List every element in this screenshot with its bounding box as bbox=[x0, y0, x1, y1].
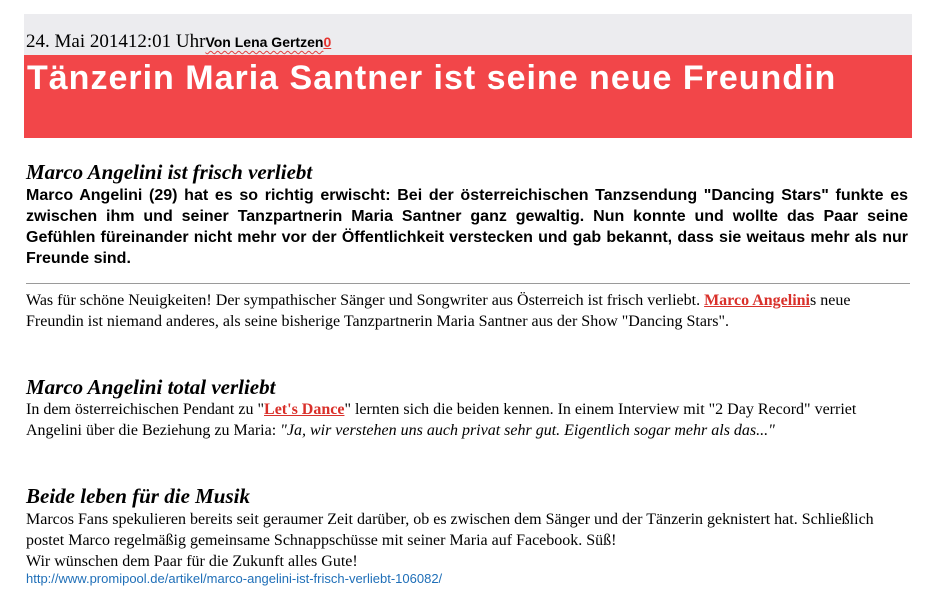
paragraph-2-text-b: " lernten sich die beiden kennen. In einem Interview mit "2 Day Record" verriet Angelini über die Beziehung zu Maria: bbox=[26, 401, 857, 439]
interview-quote: "Ja, wir verstehen uns auch privat sehr gut. Eigentlich sogar mehr als das..." bbox=[280, 422, 775, 439]
time-suffix: Uhr bbox=[175, 31, 206, 52]
paragraph-3 bbox=[26, 509, 908, 572]
author-byline: Von Lena Gertzen bbox=[205, 34, 324, 50]
paragraph-2-text-a: In dem österreichischen Pendant zu " bbox=[26, 401, 265, 418]
lets-dance-link[interactable]: Let's Dance bbox=[264, 401, 345, 418]
section-heading-1: Marco Angelini ist frisch verliebt bbox=[26, 160, 313, 184]
paragraph-1-text-b: s neue Freundin ist niemand anderes, als seine bisherige Tanzpartnerin Maria Santner aus der Show "Dancing Stars". bbox=[26, 292, 851, 330]
article-headline: Tänzerin Maria Santner ist seine neue Freundin bbox=[27, 59, 837, 97]
section-heading-3: Beide leben für die Musik bbox=[26, 484, 250, 508]
paragraph-1 bbox=[26, 290, 908, 332]
publish-date: 24. Mai 2014 bbox=[26, 31, 128, 52]
article-meta bbox=[26, 31, 331, 53]
closing-line: Wir wünschen dem Paar für die Zukunft alles Gute! bbox=[26, 553, 358, 570]
paragraph-1-text-a: Was für schöne Neuigkeiten! Der sympathischer Sänger und Songwriter aus Österreich ist frisch verliebt. bbox=[26, 292, 705, 309]
comment-count-link[interactable]: 0 bbox=[323, 34, 332, 50]
publish-time: 12:01 bbox=[127, 31, 172, 52]
article-lead: Marco Angelini (29) hat es so richtig erwischt: Bei der österreichischen Tanzsendung "Dancing Stars" funkte es zwischen ihm und seiner Tanzpartnerin Maria Santner ganz gewaltig. Nun konnte und wollte das Paar seine Gefühlen füreinander nicht mehr vor der Öffentlichkeit verstecken und gab bekannt, dass sie weitaus mehr als nur Freunde sind. bbox=[26, 187, 908, 267]
marco-angelini-link[interactable]: Marco Angelini bbox=[704, 292, 810, 309]
source-url-link[interactable]: http://www.promipool.de/artikel/marco-angelini-ist-frisch-verliebt-106082/ bbox=[26, 571, 443, 586]
divider bbox=[26, 283, 910, 284]
paragraph-3-text: Marcos Fans spekulieren bereits seit geraumer Zeit darüber, ob es zwischen dem Sänger und der Tänzerin geknistert hat. Schließlich postet Marco regelmäßig gemeinsame Schnappschüsse mit seiner Maria auf Facebook. Süß! bbox=[26, 511, 874, 549]
paragraph-2 bbox=[26, 399, 908, 441]
section-heading-2: Marco Angelini total verliebt bbox=[26, 375, 276, 399]
